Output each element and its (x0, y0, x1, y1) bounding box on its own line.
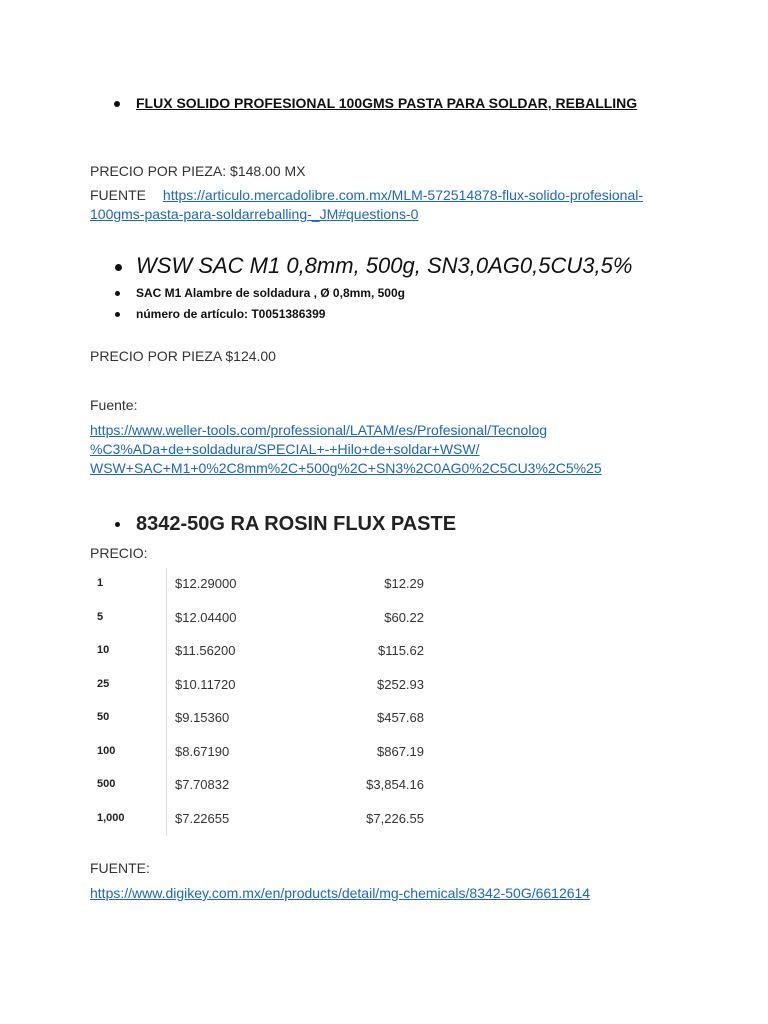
qty-cell: 10 (97, 644, 110, 656)
qty-cell: 25 (97, 677, 110, 690)
wsw-source-label: Fuente: (90, 397, 138, 413)
unit-price-cell: $11.56200 (175, 643, 236, 658)
rosin-source-link[interactable]: https://www.digikey.com.mx/en/products/detail/mg-chemicals/8342-50G/6612614 (90, 885, 591, 901)
table-row (90, 635, 436, 669)
qty-cell: 1 (97, 577, 104, 589)
extended-price-cell: $60.22 (384, 609, 424, 625)
wsw-sub-item-1: SAC M1 Alambre de soldadura , Ø 0,8mm, 500g (136, 286, 405, 300)
flux-source-label: FUENTE (90, 187, 146, 203)
flux-source-block (90, 186, 690, 224)
qty-cell: 50 (97, 711, 110, 723)
extended-price-cell: $867.19 (377, 743, 424, 759)
extended-price-cell: $12.29 (384, 576, 424, 591)
unit-price-cell: $10.11720 (175, 676, 236, 692)
wsw-source-url-line2[interactable]: %C3%ADa+de+soldadura/SPECIAL+-+Hilo+de+soldar+WSW/ (90, 441, 480, 457)
unit-price-cell: $12.29000 (175, 576, 237, 591)
table-row (90, 702, 436, 736)
bullet-icon (115, 312, 120, 317)
unit-price-cell: $7.70832 (175, 777, 230, 792)
flux-solido-title: FLUX SOLIDO PROFESIONAL 100GMS PASTA PARA SOLDAR, REBALLING (136, 95, 638, 111)
wsw-source-link[interactable] (90, 421, 710, 478)
wsw-source-url-line1[interactable]: https://www.weller-tools.com/professional/LATAM/es/Profesional/Tecnolog (90, 422, 548, 438)
wsw-sub-item-2: número de artículo: T0051386399 (136, 307, 326, 321)
table-row (90, 769, 436, 803)
price-table (90, 568, 436, 836)
flux-source-url-line2[interactable]: 100gms-pasta-para-soldarreballing-_JM#questions-0 (90, 206, 419, 222)
rosin-source-label: FUENTE: (90, 860, 150, 876)
qty-cell: 1,000 (97, 811, 125, 824)
extended-price-cell: $115.62 (377, 643, 424, 658)
bullet-icon (115, 291, 120, 296)
table-row (90, 669, 436, 703)
table-row (90, 736, 436, 770)
extended-price-cell: $7,226.55 (366, 810, 424, 826)
flux-price-line: PRECIO POR PIEZA: $148.00 MX (90, 163, 306, 179)
flux-source-url-line1[interactable]: https://articulo.mercadolibre.com.mx/MLM-572514878-flux-solido-profesional- (162, 187, 644, 203)
unit-price-cell: $8.67190 (175, 743, 230, 759)
unit-price-cell: $7.22655 (175, 810, 230, 826)
bullet-icon (115, 522, 120, 527)
table-row (90, 602, 436, 636)
rosin-price-label: PRECIO: (90, 545, 148, 561)
wsw-title: WSW SAC M1 0,8mm, 500g, SN3,0AG0,5CU3,5% (136, 253, 633, 278)
qty-cell: 5 (97, 610, 104, 623)
wsw-source-url-line3[interactable]: WSW+SAC+M1+0%2C8mm%2C+500g%2C+SN3%2C0AG0%2C5CU3%2C5%25 (90, 460, 602, 476)
qty-cell: 100 (97, 744, 116, 757)
unit-price-cell: $12.04400 (175, 609, 237, 625)
bullet-icon (114, 101, 120, 107)
qty-cell: 500 (97, 778, 116, 790)
unit-price-cell: $9.15360 (175, 710, 230, 725)
bullet-icon (115, 264, 122, 271)
table-row (90, 568, 436, 602)
extended-price-cell: $252.93 (377, 676, 424, 692)
extended-price-cell: $457.68 (377, 710, 424, 725)
flux-source-link[interactable] (90, 187, 643, 222)
price-table-rows (90, 568, 436, 836)
rosin-flux-title: 8342-50G RA ROSIN FLUX PASTE (136, 513, 457, 535)
extended-price-cell: $3,854.16 (366, 777, 424, 792)
table-row (90, 803, 436, 837)
wsw-price-line: PRECIO POR PIEZA $124.00 (90, 348, 276, 364)
